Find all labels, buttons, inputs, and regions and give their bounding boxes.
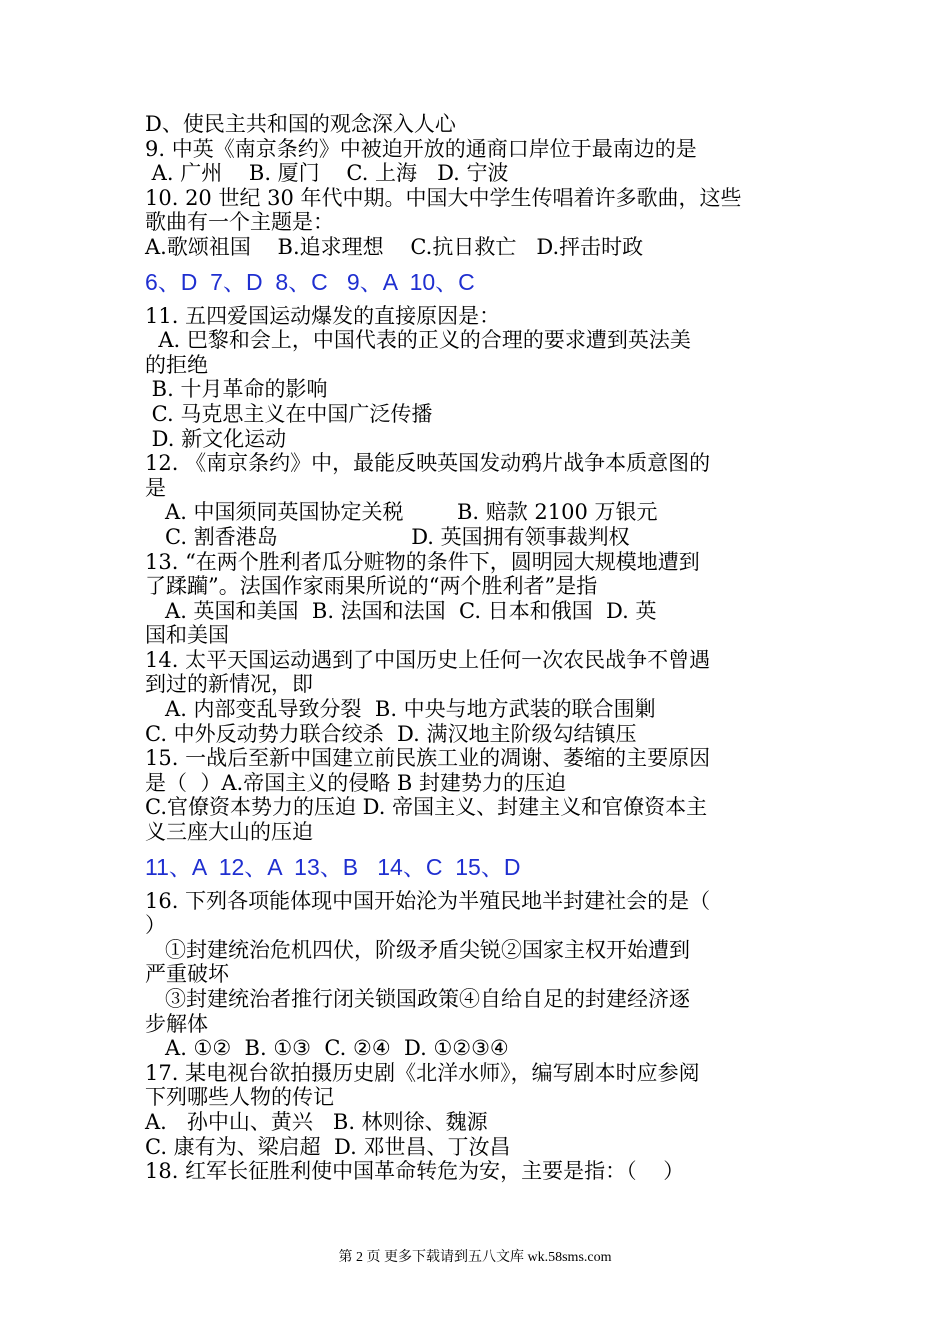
text-line: A. 中国须同英国协定关税 B. 赔款 2100 万银元 <box>145 500 658 525</box>
text-line: 13. “在两个胜利者瓜分赃物的条件下，圆明园大规模地遭到 <box>145 549 700 574</box>
page-footer: 第 2 页 更多下载请到五八文库 wk.58sms.com <box>338 1250 612 1265</box>
text-line: A. 内部变乱导致分裂 B. 中央与地方武装的联合围剿 <box>145 697 656 722</box>
text-line: C.官僚资本势力的压迫 D. 帝国主义、封建主义和官僚资本主 <box>145 795 708 820</box>
questions-6-10-tail <box>145 112 810 260</box>
text-line: 11. 五四爱国运动爆发的直接原因是： <box>145 303 501 328</box>
text-line: 步解体 <box>145 1011 208 1036</box>
text-line: 14. 太平天国运动遇到了中国历史上任何一次农民战争不曾遇 <box>145 647 711 672</box>
text-line: 严重破坏 <box>145 962 229 987</box>
answer-key-11-15: 11、A 12、A 13、B 14、C 15、D <box>145 853 521 880</box>
text-line: 的拒绝 <box>145 352 208 377</box>
text-line: 16. 下列各项能体现中国开始沦为半殖民地半封建社会的是（ <box>145 888 711 913</box>
text-line: D. 新文化运动 <box>145 426 287 451</box>
questions-16-18 <box>145 889 810 1184</box>
text-line: 12. 《南京条约》中，最能反映英国发动鸦片战争本质意图的 <box>145 451 711 476</box>
text-line: C. 康有为、梁启超 D. 邓世昌、丁汝昌 <box>145 1134 511 1159</box>
text-line: C. 马克思主义在中国广泛传播 <box>145 401 433 426</box>
text-line: 17. 某电视台欲拍摄历史剧《北洋水师》，编写剧本时应参阅 <box>145 1060 700 1085</box>
text-line: A. 英国和美国 B. 法国和法国 C. 日本和俄国 D. 英 <box>145 598 657 623</box>
text-line: 15. 一战后至新中国建立前民族工业的凋谢、萎缩的主要原因 <box>145 746 711 771</box>
text-line: 歌曲有一个主题是： <box>145 210 334 235</box>
text-line: A. 孙中山、黄兴 B. 林则徐、魏源 <box>145 1109 488 1134</box>
text-line: ③封建统治者推行闭关锁国政策④自给自足的封建经济逐 <box>145 987 691 1011</box>
text-line: 18. 红军长征胜利使中国革命转危为安，主要是指：（ ） <box>145 1159 685 1184</box>
text-line: A.歌颂祖国 B.追求理想 C.抗日救亡 D.抨击时政 <box>145 234 644 259</box>
text-line: B. 十月革命的影响 <box>145 377 328 402</box>
text-line: ①封建统治危机四伏，阶级矛盾尖锐②国家主权开始遭到 <box>145 937 691 962</box>
text-line: 到过的新情况，即 <box>145 672 313 697</box>
questions-11-15 <box>145 304 810 845</box>
text-line: 了蹂躏”。法国作家雨果所说的“两个胜利者”是指 <box>145 574 598 599</box>
text-line: 是（ ）A.帝国主义的侵略 B 封建势力的压迫 <box>145 770 566 795</box>
text-line: A. 巴黎和会上，中国代表的正义的合理的要求遭到英法美 <box>145 328 691 353</box>
text-line: 10. 20 世纪 30 年代中期。中国大中学生传唱着许多歌曲，这些 <box>145 185 742 210</box>
text-line: C. 割香港岛 D. 英国拥有领事裁判权 <box>145 524 630 549</box>
text-line: 9. 中英《南京条约》中被迫开放的通商口岸位于最南边的是 <box>145 136 697 161</box>
text-line: D、使民主共和国的观念深入人心 <box>145 112 456 136</box>
text-line: 下列哪些人物的传记 <box>145 1085 334 1110</box>
text-line: 义三座大山的压迫 <box>145 820 313 845</box>
text-line: A. 广州 B. 厦门 C. 上海 D. 宁波 <box>145 161 509 186</box>
text-line: A. ①② B. ①③ C. ②④ D. ①②③④ <box>145 1036 509 1061</box>
text-line: 是 <box>145 475 166 500</box>
text-line: C. 中外反动势力联合绞杀 D. 满汉地主阶级勾结镇压 <box>145 721 637 746</box>
text-line: ） <box>145 913 166 938</box>
answer-key-6-10: 6、D 7、D 8、C 9、A 10、C <box>145 268 475 295</box>
text-line: 国和美国 <box>145 623 229 648</box>
document-body <box>145 112 810 1184</box>
